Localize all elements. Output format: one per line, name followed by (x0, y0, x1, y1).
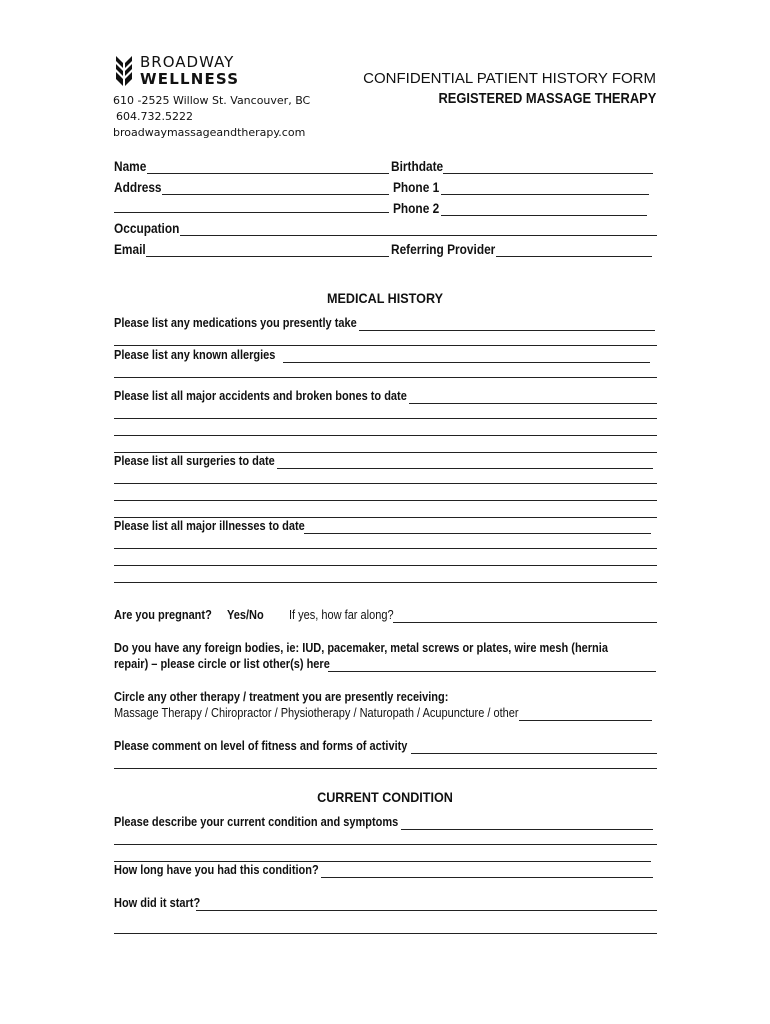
therapy-options-field[interactable] (114, 706, 652, 721)
phone1-field[interactable] (393, 178, 649, 195)
illnesses-field[interactable] (114, 519, 651, 534)
medications-line-2[interactable] (114, 345, 657, 346)
condition-start-line-2[interactable] (114, 933, 657, 934)
clinic-phone: 604.732.5222 (116, 110, 193, 123)
medications-field[interactable] (114, 316, 655, 331)
form-title: CONFIDENTIAL PATIENT HISTORY FORM (363, 70, 656, 87)
surgeries-line-3[interactable] (114, 500, 657, 501)
accidents-line-2[interactable] (114, 418, 657, 419)
address-field[interactable] (114, 178, 389, 195)
foreign-bodies-question (114, 641, 675, 656)
fitness-label: Please comment on level of fitness and forms of activity (114, 739, 408, 753)
name-field[interactable] (114, 157, 389, 174)
condition-duration-field[interactable] (114, 863, 653, 878)
logo-text-bottom: WELLNESS (140, 70, 240, 88)
accidents-field[interactable] (114, 389, 657, 404)
phone2-label: Phone 2 (393, 201, 440, 216)
therapy-options-label: Massage Therapy / Chiropractor / Physiotherapy / Naturopath / Acupuncture / other (114, 706, 519, 720)
surgeries-label: Please list all surgeries to date (114, 454, 275, 468)
occupation-label: Occupation (114, 221, 180, 236)
address-line-2[interactable] (114, 212, 389, 213)
fitness-field[interactable] (114, 739, 657, 754)
surgeries-line-4[interactable] (114, 517, 657, 518)
email-field[interactable] (114, 240, 389, 257)
pregnant-yes-no[interactable] (227, 608, 269, 623)
foreign-bodies-label-1: Do you have any foreign bodies, ie: IUD, pacemaker, metal screws or plates, wire mesh (hernia (114, 641, 608, 655)
other-therapy-label: Circle any other therapy / treatment you are presently receiving: (114, 690, 449, 704)
pregnant-question (114, 608, 225, 623)
condition-line-3[interactable] (114, 861, 651, 862)
other-therapy-question (114, 690, 494, 705)
surgeries-field[interactable] (114, 454, 653, 469)
accidents-label: Please list all major accidents and broken bones to date (114, 389, 407, 403)
address-label: Address (114, 180, 162, 195)
clinic-website: broadwaymassageandtherapy.com (113, 126, 306, 139)
condition-start-field[interactable] (114, 896, 657, 911)
allergies-line-2[interactable] (114, 377, 657, 378)
accidents-line-3[interactable] (114, 435, 657, 436)
current-condition-title: CURRENT CONDITION (317, 789, 453, 805)
surgeries-line-2[interactable] (114, 483, 657, 484)
occupation-field[interactable] (114, 219, 657, 236)
allergies-field[interactable] (114, 348, 650, 363)
referring-provider-label: Referring Provider (391, 242, 496, 257)
yes-no-label: Yes/No (227, 608, 264, 622)
referring-provider-field[interactable] (391, 240, 652, 257)
leaf-logo-icon (114, 54, 134, 88)
logo-text-top: BROADWAY (140, 53, 235, 71)
phone2-field[interactable] (393, 199, 647, 216)
logo (114, 52, 244, 92)
accidents-line-4[interactable] (114, 452, 657, 453)
name-label: Name (114, 159, 147, 174)
birthdate-field[interactable] (391, 157, 653, 174)
condition-start-label: How did it start? (114, 896, 201, 910)
medications-label: Please list any medications you presently take (114, 316, 357, 330)
medical-history-title: MEDICAL HISTORY (327, 290, 443, 306)
fitness-line-2[interactable] (114, 768, 657, 769)
foreign-bodies-field[interactable] (114, 657, 656, 672)
illnesses-line-2[interactable] (114, 548, 657, 549)
foreign-bodies-label-2: repair) – please circle or list other(s) here (114, 657, 330, 671)
email-label: Email (114, 242, 146, 257)
allergies-label: Please list any known allergies (114, 348, 276, 362)
how-far-along-field[interactable] (289, 608, 657, 623)
clinic-address: 610 -2525 Willow St. Vancouver, BC (113, 94, 311, 107)
illnesses-line-4[interactable] (114, 582, 657, 583)
birthdate-label: Birthdate (391, 159, 444, 174)
illnesses-line-3[interactable] (114, 565, 657, 566)
condition-description-field[interactable] (114, 815, 653, 830)
how-far-along-label: If yes, how far along? (289, 608, 394, 622)
condition-duration-label: How long have you had this condition? (114, 863, 319, 877)
condition-line-2[interactable] (114, 844, 657, 845)
form-subtitle: REGISTERED MASSAGE THERAPY (438, 90, 656, 107)
illnesses-label: Please list all major illnesses to date (114, 519, 305, 533)
phone1-label: Phone 1 (393, 180, 440, 195)
condition-description-label: Please describe your current condition and symptoms (114, 815, 399, 829)
pregnant-label: Are you pregnant? (114, 608, 212, 622)
